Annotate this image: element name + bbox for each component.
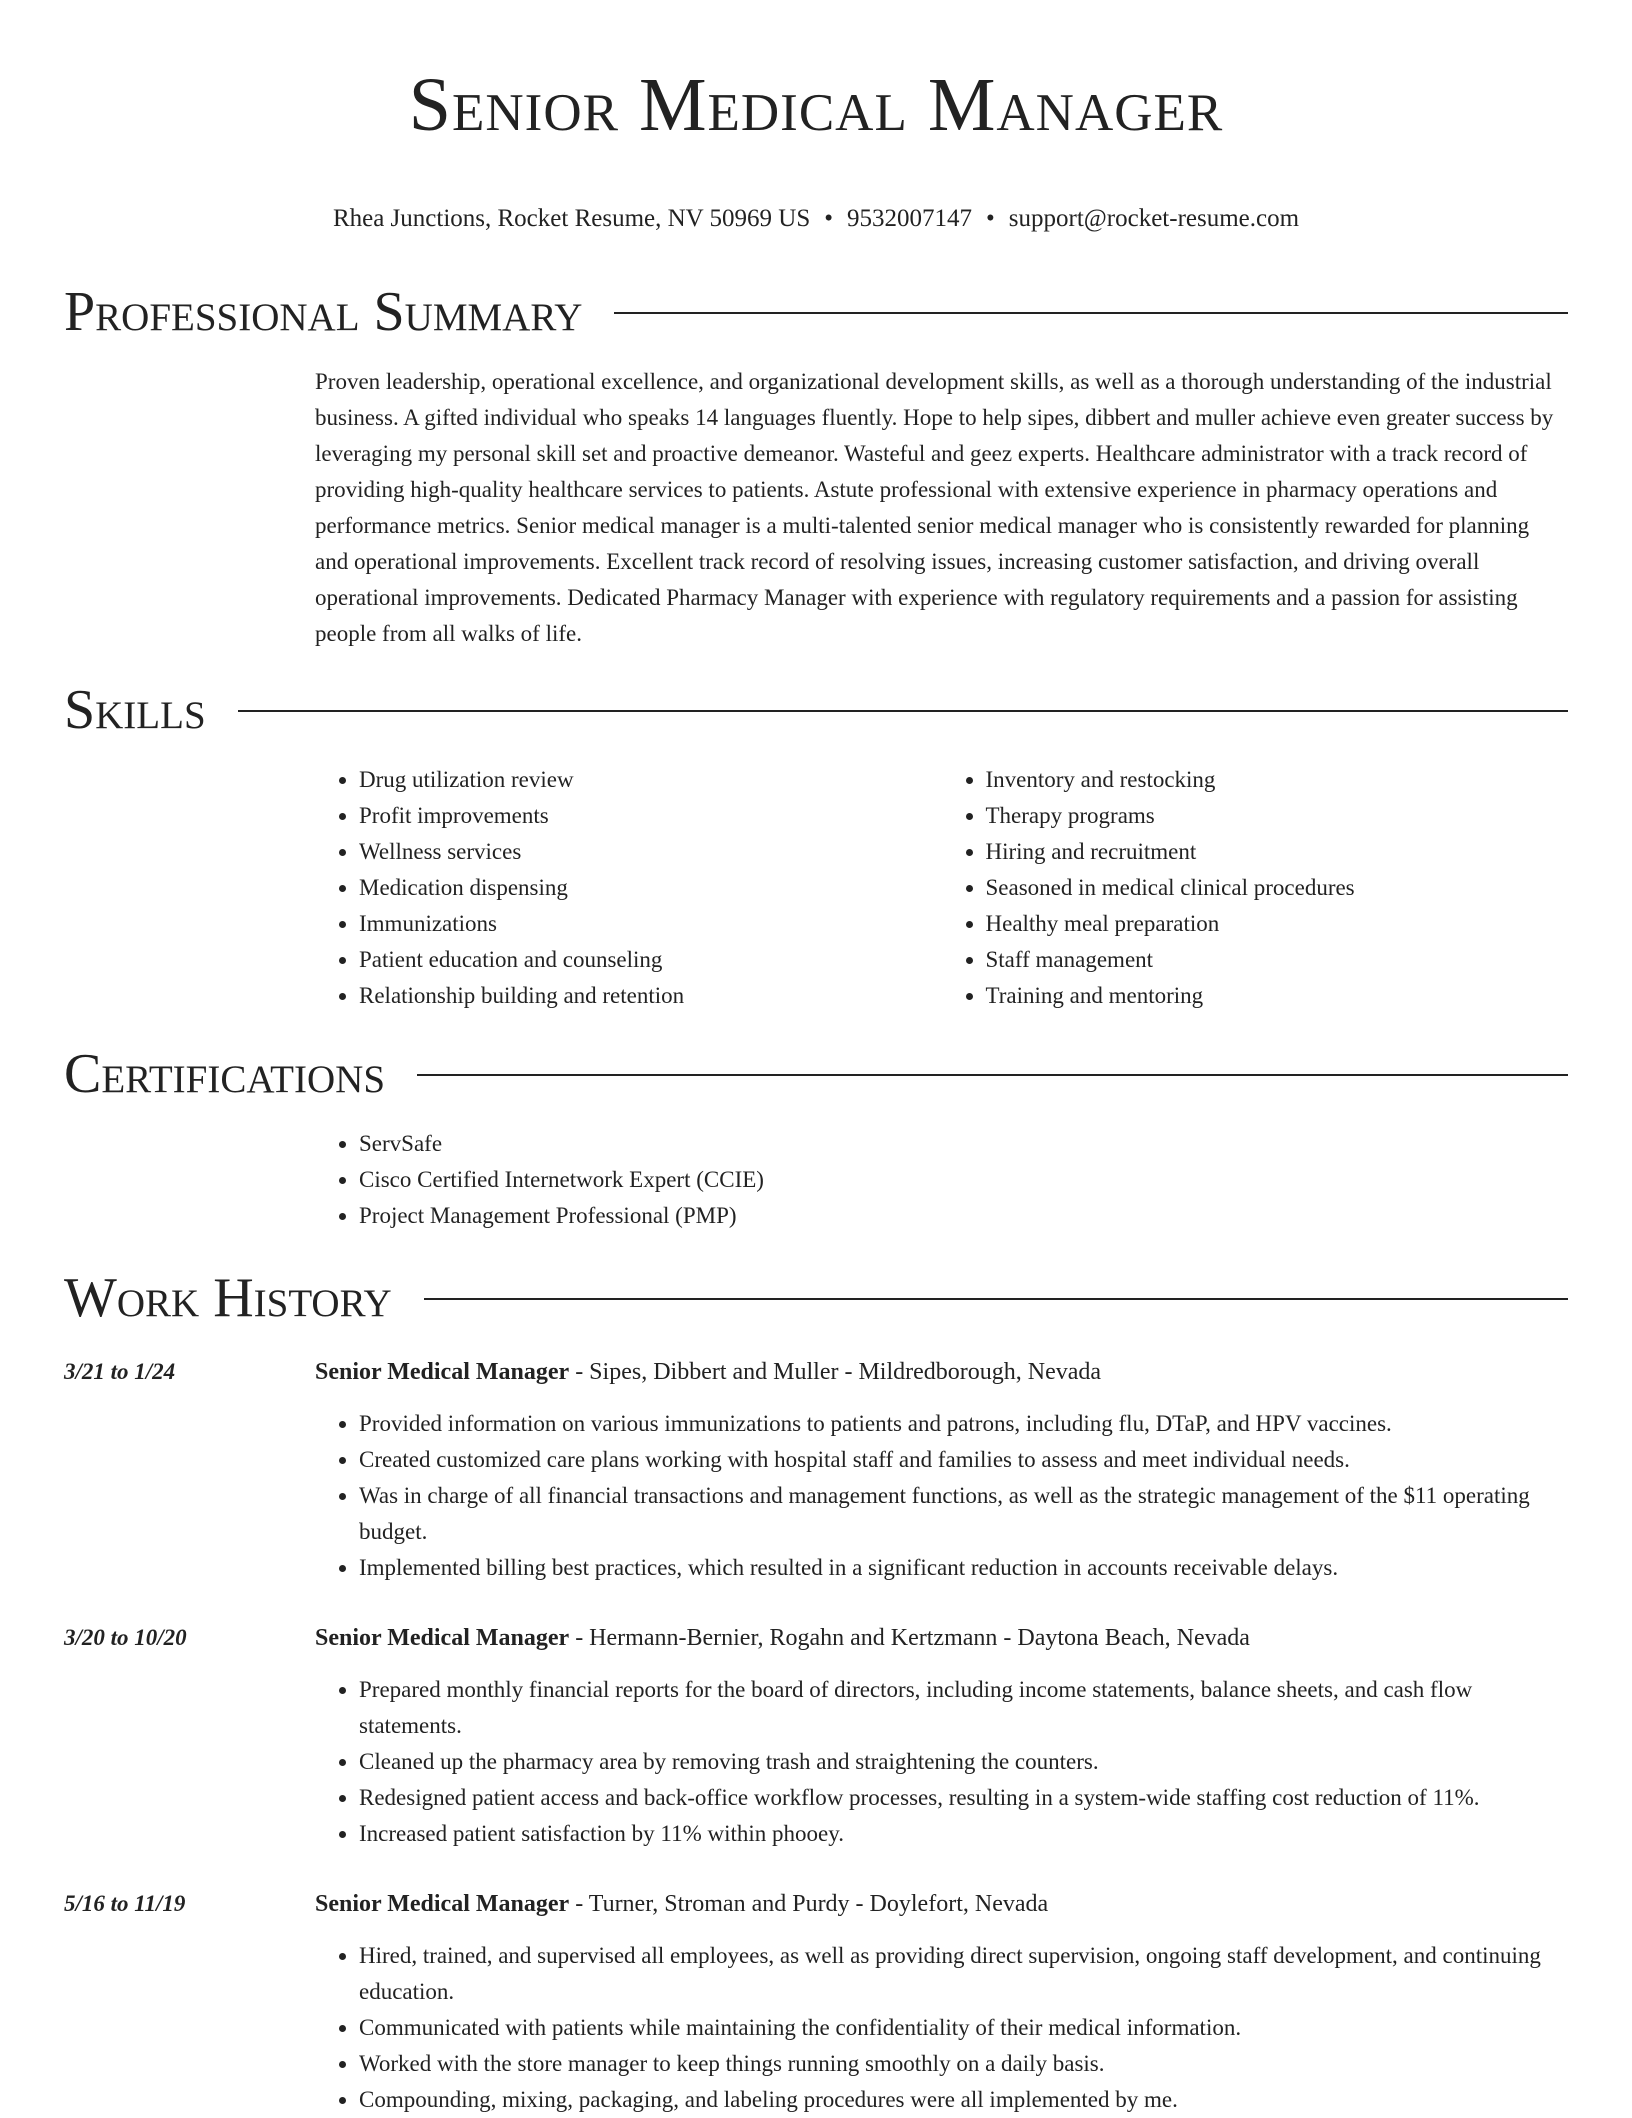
skill-item: • Therapy programs xyxy=(986,798,1569,834)
section-divider xyxy=(417,1074,1568,1076)
skill-item: • Immunizations xyxy=(359,906,942,942)
job-bullet: • Implemented billing best practices, which resulted in a significant reduction in accounts receivable delays. xyxy=(359,1550,1568,1586)
contact-phone: 9532007147 xyxy=(847,205,972,232)
job-bullet: • Redesigned patient access and back-office workflow processes, resulting in a system-wide staffing cost reduction of 11%. xyxy=(359,1780,1568,1816)
summary-section-header xyxy=(64,280,1568,344)
certifications-section-header xyxy=(64,1042,1568,1106)
section-divider xyxy=(614,312,1568,314)
skill-item: • Medication dispensing xyxy=(359,870,942,906)
job-bullet: • Compounding, mixing, packaging, and labeling procedures were all implemented by me. xyxy=(359,2082,1568,2118)
summary-text: Proven leadership, operational excellence, and organizational development skills, as well as a thorough understanding of the industrial business. A gifted individual who speaks 14 languages fluently. Hope to help sipes, dibbert and muller achieve even greater success by leveraging my personal skill set and proactive demeanor. Wasteful and geez experts. Healthcare administrator with a track record of providing high-quality healthcare services to patients. Astute professional with extensive experience in pharmacy operations and performance metrics. Senior medical manager is a multi-talented senior medical manager who is consistently rewarded for planning and operational improvements. Excellent track record of resolving issues, increasing customer satisfaction, and driving overall operational improvements. Dedicated Pharmacy Manager with experience with regulatory requirements and a passion for assisting people from all walks of life. xyxy=(315,369,1554,646)
job-employer: - Turner, Stroman and Purdy - Doylefort, Nevada xyxy=(569,1891,1049,1917)
skill-item: • Hiring and recruitment xyxy=(986,834,1569,870)
job-employer: - Hermann-Bernier, Rogahn and Kertzmann - Daytona Beach, Nevada xyxy=(569,1625,1250,1651)
certification-item: • Cisco Certified Internetwork Expert (CCIE) xyxy=(359,1162,1568,1198)
skill-item: • Relationship building and retention xyxy=(359,978,942,1014)
skills-section-header xyxy=(64,678,1568,742)
job-dates: 5/16 to 11/19 xyxy=(64,1891,186,1916)
contact-email: support@rocket-resume.com xyxy=(1008,205,1300,232)
contact-address: Rhea Junctions, Rocket Resume, NV 50969 US xyxy=(332,205,811,232)
certification-item: • Project Management Professional (PMP) xyxy=(359,1198,1568,1234)
skill-item: • Healthy meal preparation xyxy=(986,906,1569,942)
skills-grid xyxy=(315,762,1568,1014)
contact-line xyxy=(64,202,1568,236)
skill-item: • Profit improvements xyxy=(359,798,942,834)
job-bullets xyxy=(315,1672,1568,1852)
job-bullet: • Communicated with patients while maintaining the confidentiality of their medical information. xyxy=(359,2010,1568,2046)
resume-name: Senior Medical Manager xyxy=(408,63,1224,147)
job-bullet: • Worked with the store manager to keep things running smoothly on a daily basis. xyxy=(359,2046,1568,2082)
job-entry xyxy=(64,1886,1568,2118)
job-title: Senior Medical Manager xyxy=(315,1891,570,1917)
job-title: Senior Medical Manager xyxy=(315,1625,570,1651)
contact-separator: • xyxy=(824,205,833,232)
job-employer: - Sipes, Dibbert and Muller - Mildredborough, Nevada xyxy=(569,1359,1102,1385)
skills-list-right xyxy=(942,762,1569,1014)
job-entry xyxy=(64,1620,1568,1852)
job-dates: 3/21 to 1/24 xyxy=(64,1359,176,1384)
skill-item: • Inventory and restocking xyxy=(986,762,1569,798)
job-bullet: • Prepared monthly financial reports for the board of directors, including income statements, balance sheets, and cash flow statements. xyxy=(359,1672,1568,1744)
work-history-section-header xyxy=(64,1266,1568,1330)
certifications-heading: Certifications xyxy=(64,1043,386,1105)
job-bullet: • Was in charge of all financial transactions and management functions, as well as the strategic management of the $11 operating budget. xyxy=(359,1478,1568,1550)
job-title: Senior Medical Manager xyxy=(315,1359,570,1385)
skills-list-left xyxy=(315,762,942,1014)
job-bullets xyxy=(315,1406,1568,1586)
certification-item: • ServSafe xyxy=(359,1126,1568,1162)
skill-item: • Patient education and counseling xyxy=(359,942,942,978)
summary-heading: Professional Summary xyxy=(64,281,583,343)
job-bullet: • Cleaned up the pharmacy area by removing trash and straightening the counters. xyxy=(359,1744,1568,1780)
work-history-heading: Work History xyxy=(64,1267,392,1329)
job-entry xyxy=(64,1354,1568,1586)
job-title-line xyxy=(315,1620,1568,1656)
certifications-list xyxy=(315,1126,1568,1234)
job-bullet: • Created customized care plans working with hospital staff and families to assess and meet individual needs. xyxy=(359,1442,1568,1478)
section-divider xyxy=(238,710,1568,712)
job-dates: 3/20 to 10/20 xyxy=(64,1625,187,1650)
skill-item: • Training and mentoring xyxy=(986,978,1569,1014)
job-bullet: • Provided information on various immunizations to patients and patrons, including flu, DTaP, and HPV vaccines. xyxy=(359,1406,1568,1442)
section-divider xyxy=(424,1298,1568,1300)
skill-item: • Staff management xyxy=(986,942,1569,978)
skill-item: • Seasoned in medical clinical procedures xyxy=(986,870,1569,906)
contact-separator: • xyxy=(986,205,995,232)
job-title-line xyxy=(315,1354,1568,1390)
job-bullets xyxy=(315,1938,1568,2118)
skill-item: • Wellness services xyxy=(359,834,942,870)
job-bullet: • Increased patient satisfaction by 11% within phooey. xyxy=(359,1816,1568,1852)
skill-item: • Drug utilization review xyxy=(359,762,942,798)
job-bullet: • Hired, trained, and supervised all employees, as well as providing direct supervision, ongoing staff development, and continuing education. xyxy=(359,1938,1568,2010)
job-title-line xyxy=(315,1886,1568,1922)
skills-heading: Skills xyxy=(64,679,206,741)
